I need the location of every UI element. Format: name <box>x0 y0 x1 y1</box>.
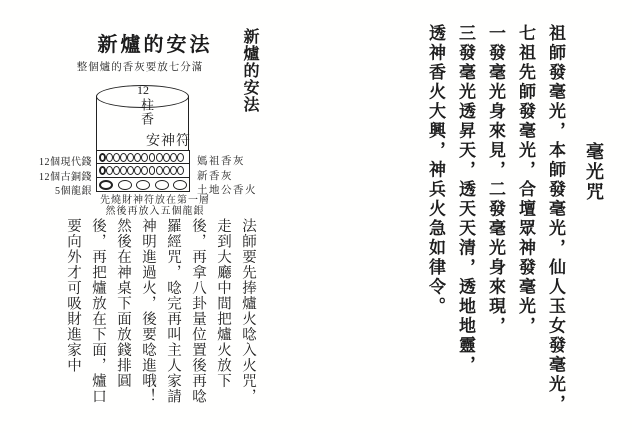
dragon-silver-label: 5個龍銀 <box>55 186 92 197</box>
text-column: 七祖先師發毫光，合壇眾神發毫光， <box>516 24 535 336</box>
coin-icon <box>170 153 177 162</box>
coin-icon <box>170 166 177 175</box>
old-bronze-coins-label: 12個古銅錢 <box>39 171 92 183</box>
coin-icon <box>163 153 170 162</box>
coin-icon <box>155 180 169 190</box>
incense-count-label: 12 <box>137 83 149 97</box>
coin-icon <box>99 153 106 162</box>
coin-row-dragon-silver <box>96 177 190 192</box>
coin-icon <box>118 180 132 190</box>
coin-icon <box>134 153 141 162</box>
coin-icon <box>127 166 134 175</box>
left-body-text <box>58 218 260 432</box>
incense-sticks-label: 柱香 <box>139 98 154 126</box>
coin-icon <box>156 166 163 175</box>
coin-icon <box>177 166 184 175</box>
coin-icon <box>163 166 170 175</box>
coin-icon <box>136 180 150 190</box>
text-column: 羅經咒，唸完再叫主人家請 <box>165 218 181 404</box>
coin-rows <box>96 151 190 192</box>
text-column: 後，再拿八卦量位置後再唸 <box>190 218 206 404</box>
coin-icon <box>177 153 184 162</box>
text-column: 走到大廳中間把爐火放下 <box>215 218 231 389</box>
coin-icon <box>127 153 134 162</box>
coin-icon <box>141 153 148 162</box>
text-column: 法師要先捧爐火唸入火咒， <box>240 218 256 404</box>
left-page-subtitle: 整個爐的香灰要放七分滿 <box>76 62 204 73</box>
coin-icon <box>106 166 113 175</box>
text-column: 神明進過火，後要唸進哦！ <box>140 218 156 404</box>
left-page-title: 新爐的安法 <box>97 34 213 56</box>
coin-icon <box>99 166 106 175</box>
tudigong-incense-label: 土地公香火 <box>197 185 257 196</box>
diagram-caption-line2: 然後再放入五個龍銀 <box>105 205 205 217</box>
coin-icon <box>120 166 127 175</box>
text-column: 三發毫光透昇天，透天天清，透地地靈， <box>456 24 475 375</box>
mazu-ash-label: 媽祖香灰 <box>197 156 245 167</box>
coin-icon <box>113 166 120 175</box>
new-ash-label: 新香灰 <box>197 170 233 182</box>
right-body-text <box>420 24 570 424</box>
coin-icon <box>113 153 120 162</box>
coin-icon <box>173 180 187 190</box>
coin-icon <box>106 153 113 162</box>
text-column: 然後在神桌下面放錢排圓 <box>115 218 131 389</box>
coin-icon <box>156 153 163 162</box>
coin-icon <box>149 166 156 175</box>
diagram-caption <box>70 196 240 217</box>
text-column: 一發毫光身來見，二發毫光身來現， <box>486 24 505 336</box>
modern-coins-label: 12個現代錢 <box>39 157 92 168</box>
right-page-title: 毫光咒 <box>584 142 604 202</box>
coin-icon <box>141 166 148 175</box>
coin-icon <box>120 153 127 162</box>
left-side-heading: 新爐的安法 <box>241 28 258 113</box>
text-column: 透神香火大興，神兵火急如律令。 <box>426 24 445 317</box>
diagram-caption-line1: 先燒財神符放在第一層 <box>100 195 210 206</box>
talisman-label: 安神符 <box>146 134 191 149</box>
text-column: 祖師發毫光，本師發毫光，仙人玉女發毫光， <box>546 24 565 414</box>
text-column: 後，再把爐放在下面，爐口 <box>90 218 106 404</box>
coin-icon <box>149 153 156 162</box>
text-column: 要向外才可吸財進家中 <box>65 218 81 373</box>
coin-icon <box>99 180 113 190</box>
coin-icon <box>134 166 141 175</box>
